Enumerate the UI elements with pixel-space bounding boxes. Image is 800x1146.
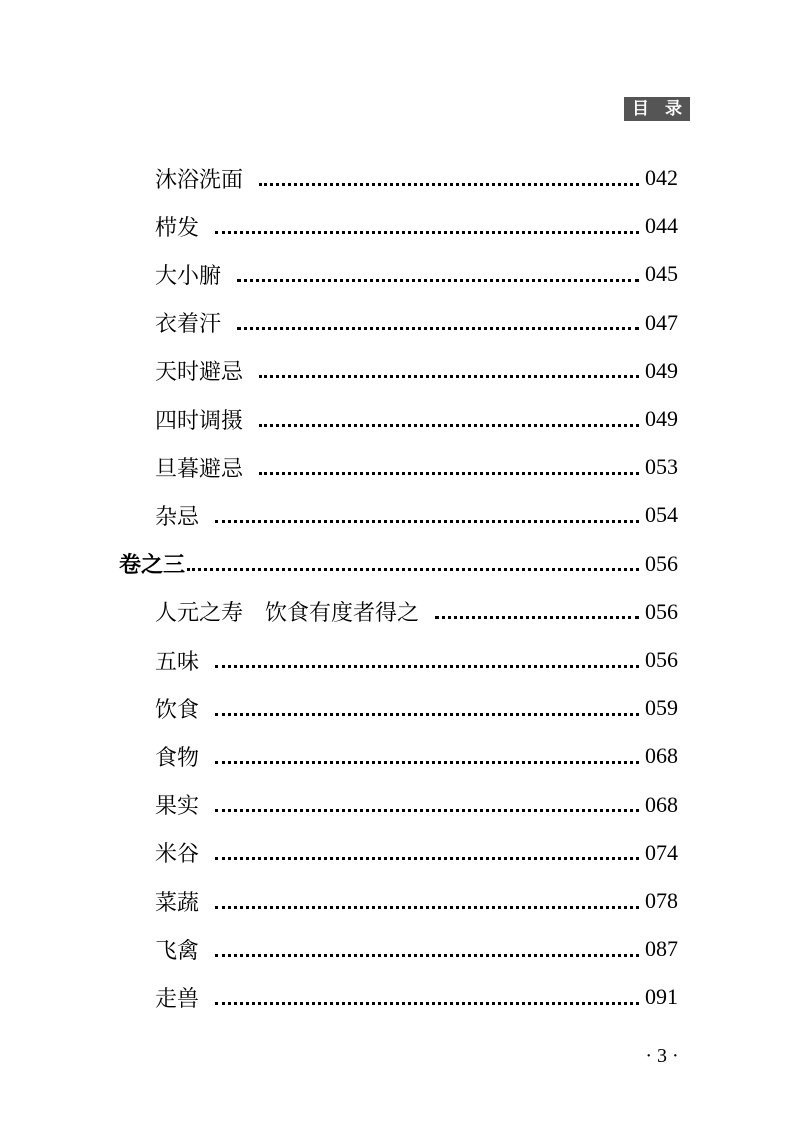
toc-entry-title: 人元之寿 饮食有度者得之 (155, 601, 420, 627)
toc-entry-title: 天时避忌 (155, 360, 244, 386)
toc-entry[interactable] (155, 395, 678, 443)
dot-leader (259, 472, 639, 475)
dot-leader (215, 761, 639, 764)
page-number: · 3 · (645, 1045, 679, 1067)
toc-entry-title: 杂忌 (155, 504, 200, 530)
toc-entry[interactable] (155, 588, 678, 636)
dot-leader (215, 906, 639, 909)
toc-entry-page: 074 (645, 839, 678, 865)
dot-leader (215, 954, 639, 957)
toc-entry-title: 衣着汗 (155, 312, 222, 338)
toc-entry-page: 049 (645, 357, 678, 383)
dot-leader (237, 327, 639, 330)
toc-entry[interactable] (155, 347, 678, 395)
toc-entry-title: 卷之三 (119, 552, 186, 579)
toc-entry-title: 栉发 (155, 215, 200, 241)
toc-entry-page: 042 (645, 165, 678, 190)
toc-entry-page: 091 (645, 984, 678, 1010)
dot-leader (215, 713, 639, 716)
toc-entry[interactable] (155, 636, 678, 684)
dot-leader (215, 809, 639, 812)
dot-leader (215, 665, 639, 668)
toc-entry[interactable] (155, 202, 678, 250)
toc-entry-page: 068 (645, 791, 678, 817)
toc-entry-page: 054 (645, 502, 678, 528)
toc-entry-page: 056 (645, 550, 678, 576)
dot-leader (435, 616, 639, 619)
dot-leader (237, 279, 639, 282)
toc-entry-title: 沐浴洗面 (155, 167, 244, 193)
toc-entry[interactable] (155, 491, 678, 539)
toc-entry-page: 078 (645, 888, 678, 913)
toc-entry[interactable] (155, 684, 678, 732)
dot-leader (215, 857, 639, 860)
toc-entry-title: 食物 (155, 745, 200, 771)
toc-entry-page: 047 (645, 309, 678, 335)
toc-entry-page: 053 (645, 454, 678, 480)
dot-leader (259, 183, 639, 186)
toc-entry[interactable] (155, 781, 678, 829)
toc-entry-title: 米谷 (155, 842, 200, 868)
toc-entry-title: 果实 (155, 794, 200, 820)
toc-entry[interactable] (155, 973, 678, 1021)
toc-entry[interactable] (155, 154, 678, 202)
toc-entry-title: 菜蔬 (155, 890, 200, 916)
dot-leader (259, 375, 639, 378)
toc-entry-title: 大小腑 (155, 263, 222, 289)
toc-entry-title: 走兽 (155, 986, 200, 1012)
toc-chapter-entry[interactable] (119, 540, 678, 588)
toc-entry-page: 087 (645, 936, 678, 962)
toc-entry[interactable] (155, 877, 678, 925)
toc-entry[interactable] (155, 443, 678, 491)
toc-entry-title: 五味 (155, 649, 200, 675)
toc-entry-page: 044 (645, 213, 678, 239)
toc-entry-title: 旦暮避忌 (155, 456, 244, 482)
dot-leader (215, 231, 639, 234)
toc-entry-page: 056 (645, 598, 678, 624)
toc-entry-page: 068 (645, 743, 678, 769)
dot-leader (215, 520, 639, 523)
dot-leader (215, 1002, 639, 1005)
toc-entry-title: 饮食 (155, 697, 200, 723)
toc-entry-page: 049 (645, 406, 678, 431)
toc-entry[interactable] (155, 732, 678, 780)
dot-leader (259, 424, 639, 427)
toc-entry[interactable] (155, 829, 678, 877)
toc-entry-page: 056 (645, 647, 678, 672)
toc-entry[interactable] (155, 299, 678, 347)
toc-entry[interactable] (155, 925, 678, 973)
section-label: 目 录 (624, 97, 690, 121)
toc-entry-page: 045 (645, 261, 678, 287)
toc-entry-page: 059 (645, 695, 678, 721)
toc-entry-title: 四时调摄 (155, 408, 244, 434)
dot-leader (187, 568, 639, 571)
toc-entry[interactable] (155, 250, 678, 298)
toc-entry-title: 飞禽 (155, 938, 200, 964)
